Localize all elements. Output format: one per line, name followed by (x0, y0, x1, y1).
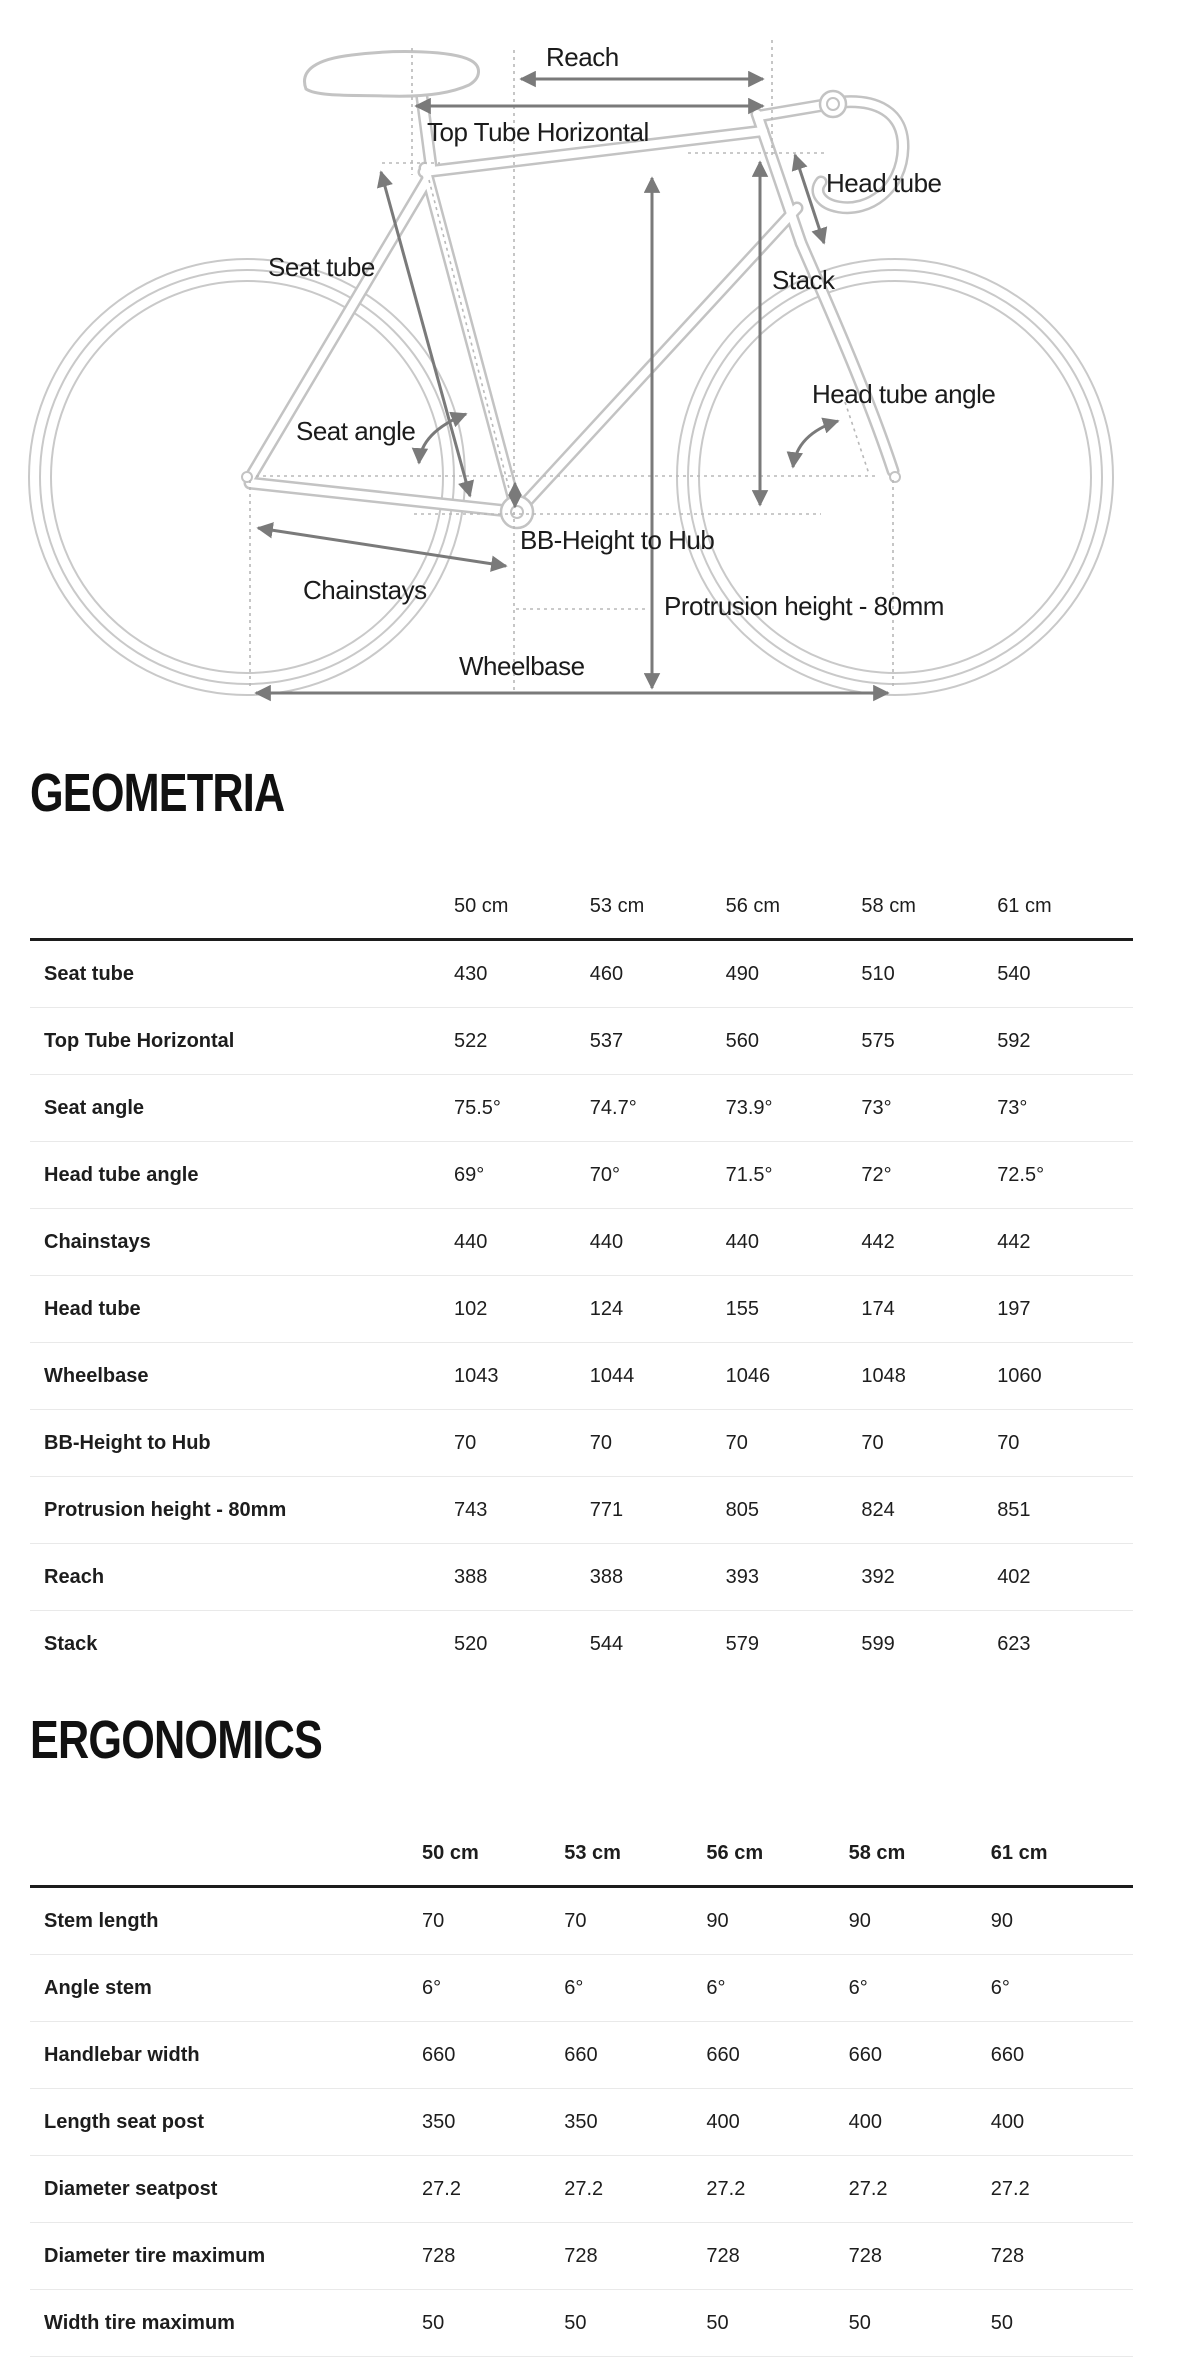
value-cell: 824 (861, 1477, 997, 1544)
size-column-header: 61 cm (991, 1767, 1133, 1887)
ergonomics-section (0, 1710, 1200, 2357)
value-cell: 71.5° (726, 1142, 862, 1209)
diagram-label-chainstays: Chainstays (303, 575, 427, 605)
value-cell: 70 (590, 1410, 726, 1477)
table-row (30, 2022, 1133, 2089)
table-row (30, 1276, 1133, 1343)
value-cell: 728 (564, 2223, 706, 2290)
value-cell: 771 (590, 1477, 726, 1544)
diagram-label-top-tube-horizontal: Top Tube Horizontal (427, 117, 649, 147)
value-cell: 1044 (590, 1343, 726, 1410)
value-cell: 728 (706, 2223, 848, 2290)
value-cell: 70 (564, 1887, 706, 1955)
value-cell: 660 (991, 2022, 1133, 2089)
value-cell: 400 (706, 2089, 848, 2156)
value-cell: 27.2 (564, 2156, 706, 2223)
value-cell: 350 (564, 2089, 706, 2156)
value-cell: 560 (726, 1008, 862, 1075)
value-cell: 660 (706, 2022, 848, 2089)
row-label: Handlebar width (30, 2022, 422, 2089)
value-cell: 400 (991, 2089, 1133, 2156)
value-cell: 660 (564, 2022, 706, 2089)
value-cell: 75.5° (454, 1075, 590, 1142)
value-cell: 402 (997, 1544, 1133, 1611)
value-cell: 575 (861, 1008, 997, 1075)
table-row (30, 940, 1133, 1008)
value-cell: 743 (454, 1477, 590, 1544)
diagram-label-reach: Reach (546, 42, 619, 72)
handlebar-clamp-center (827, 98, 839, 110)
size-header-row (30, 1767, 1133, 1887)
value-cell: 197 (997, 1276, 1133, 1343)
row-label: Top Tube Horizontal (30, 1008, 454, 1075)
value-cell: 540 (997, 940, 1133, 1008)
table-row (30, 2089, 1133, 2156)
section-title-geometria: GEOMETRIA (30, 763, 285, 823)
row-label: Diameter seatpost (30, 2156, 422, 2223)
value-cell: 124 (590, 1276, 726, 1343)
value-cell: 27.2 (849, 2156, 991, 2223)
value-cell: 510 (861, 940, 997, 1008)
row-label: Length seat post (30, 2089, 422, 2156)
value-cell: 1046 (726, 1343, 862, 1410)
chainstays-arrow (258, 528, 506, 566)
size-column-header: 58 cm (849, 1767, 991, 1887)
table-row (30, 1611, 1133, 1678)
row-label: Chainstays (30, 1209, 454, 1276)
table-row (30, 1477, 1133, 1544)
value-cell: 520 (454, 1632, 488, 1655)
size-column-header: 61 cm (997, 820, 1133, 940)
diagram-label-bb-height-to-hub: BB-Height to Hub (520, 525, 715, 555)
value-cell: 90 (991, 1887, 1133, 1955)
bottom-bracket-axle (511, 506, 523, 518)
value-cell: 544 (589, 1632, 624, 1655)
value-cell: 70° (590, 1142, 726, 1209)
diagram-label-protrusion-height: Protrusion height - 80mm (664, 591, 944, 621)
value-cell: 155 (726, 1276, 862, 1343)
diagram-label-stack: Stack (772, 265, 835, 295)
value-cell: 660 (849, 2022, 991, 2089)
value-cell: 6° (422, 1955, 564, 2022)
diagram-label-seat-tube: Seat tube (268, 252, 375, 282)
corner-cell (30, 820, 454, 940)
value-cell: 27.2 (422, 2156, 564, 2223)
row-label: Protrusion height - 80mm (30, 1477, 454, 1544)
value-cell: 90 (706, 1887, 848, 1955)
diagram-label-wheelbase: Wheelbase (459, 651, 585, 681)
value-cell: 440 (454, 1209, 590, 1276)
row-label: Diameter tire maximum (30, 2223, 422, 2290)
value-cell: 393 (726, 1544, 862, 1611)
table-row (30, 2290, 1133, 2357)
table-row (30, 1343, 1133, 1410)
row-label: Seat tube (30, 940, 454, 1008)
value-cell: 73.9° (726, 1075, 862, 1142)
value-cell: 579 (725, 1632, 759, 1655)
value-cell: 460 (590, 940, 726, 1008)
head-tube-angle-arc (793, 421, 838, 467)
value-cell: 90 (849, 1887, 991, 1955)
size-column-header: 53 cm (564, 1767, 706, 1887)
seat-tube-arrow (381, 172, 470, 496)
value-cell: 70 (454, 1410, 590, 1477)
bike-geometry-svg (0, 0, 1200, 730)
diagram-label-seat-angle: Seat angle (296, 416, 416, 446)
table-row (30, 1544, 1133, 1611)
value-cell: 1043 (454, 1343, 590, 1410)
value-cell: 72° (861, 1142, 997, 1209)
value-cell: 388 (454, 1544, 590, 1611)
row-label: Stem length (30, 1887, 422, 1955)
value-cell: 6° (706, 1955, 848, 2022)
value-cell: 400 (849, 2089, 991, 2156)
value-cell: 728 (849, 2223, 991, 2290)
value-cell: 70 (997, 1410, 1133, 1477)
value-cell: 392 (861, 1544, 997, 1611)
value-cell: 69° (454, 1142, 590, 1209)
value-cell: 6° (849, 1955, 991, 2022)
value-cell: 1048 (861, 1343, 997, 1410)
value-cell: 1060 (997, 1343, 1133, 1410)
value-cell: 490 (726, 940, 862, 1008)
row-label: Reach (30, 1544, 454, 1611)
geometria-table (30, 820, 1133, 1677)
row-label: Width tire maximum (30, 2290, 422, 2357)
size-column-header: 50 cm (454, 820, 590, 940)
size-column-header: 58 cm (861, 820, 997, 940)
value-cell: 102 (454, 1276, 590, 1343)
value-cell: 50 (564, 2290, 706, 2357)
value-cell: 70 (726, 1410, 862, 1477)
size-column-header: 56 cm (706, 1767, 848, 1887)
value-cell: 660 (422, 2022, 564, 2089)
row-label: Angle stem (30, 1955, 422, 2022)
table-row (30, 1410, 1133, 1477)
value-cell: 592 (997, 1008, 1133, 1075)
value-cell: 74.7° (590, 1075, 726, 1142)
saddle (305, 52, 479, 97)
row-label: Head tube (30, 1276, 454, 1343)
size-header-row (30, 820, 1133, 940)
table-row (30, 1075, 1133, 1142)
value-cell: 442 (997, 1209, 1133, 1276)
table-row (30, 1142, 1133, 1209)
size-column-header: 53 cm (590, 820, 726, 940)
value-cell: 851 (997, 1477, 1133, 1544)
value-cell: 50 (706, 2290, 848, 2357)
section-title-ergonomics: ERGONOMICS (30, 1710, 323, 1770)
table-row (30, 1955, 1133, 2022)
value-cell: 50 (422, 2290, 564, 2357)
value-cell: 70 (422, 1887, 564, 1955)
value-cell: 805 (726, 1477, 862, 1544)
value-cell: 27.2 (991, 2156, 1133, 2223)
value-cell: 599 (861, 1632, 895, 1655)
value-cell: 27.2 (706, 2156, 848, 2223)
size-column-header: 56 cm (726, 820, 862, 940)
row-label: Stack (44, 1632, 98, 1655)
value-cell: 6° (564, 1955, 706, 2022)
value-cell: 6° (991, 1955, 1133, 2022)
row-label: BB-Height to Hub (30, 1410, 454, 1477)
value-cell: 350 (422, 2089, 564, 2156)
value-cell: 728 (422, 2223, 564, 2290)
table-row (30, 2156, 1133, 2223)
value-cell: 174 (861, 1276, 997, 1343)
table-row (30, 1008, 1133, 1075)
diagram-label-head-tube: Head tube (826, 168, 942, 198)
table-row (30, 1887, 1133, 1955)
ergonomics-table (30, 1767, 1133, 2357)
value-cell: 73° (861, 1075, 997, 1142)
value-cell: 728 (991, 2223, 1133, 2290)
value-cell: 522 (454, 1008, 590, 1075)
value-cell: 72.5° (997, 1142, 1133, 1209)
value-cell: 70 (861, 1410, 997, 1477)
row-label: Seat angle (30, 1075, 454, 1142)
diagram-label-head-tube-angle: Head tube angle (812, 379, 996, 409)
value-cell: 50 (849, 2290, 991, 2357)
front-hub (890, 472, 900, 482)
value-cell: 430 (454, 940, 590, 1008)
value-cell: 442 (861, 1209, 997, 1276)
value-cell: 73° (997, 1075, 1133, 1142)
value-cell: 388 (590, 1544, 726, 1611)
value-cell: 50 (991, 2290, 1133, 2357)
row-label: Wheelbase (30, 1343, 454, 1410)
value-cell: 537 (590, 1008, 726, 1075)
value-cell: 623 (997, 1632, 1031, 1655)
table-row (30, 1209, 1133, 1276)
bike-geometry-diagram (0, 0, 1200, 730)
value-cell: 440 (726, 1209, 862, 1276)
value-cell: 440 (590, 1209, 726, 1276)
size-column-header: 50 cm (422, 1767, 564, 1887)
geometria-section (0, 763, 1200, 1677)
corner-cell (30, 1767, 422, 1887)
table-row (30, 2223, 1133, 2290)
row-label: Head tube angle (30, 1142, 454, 1209)
